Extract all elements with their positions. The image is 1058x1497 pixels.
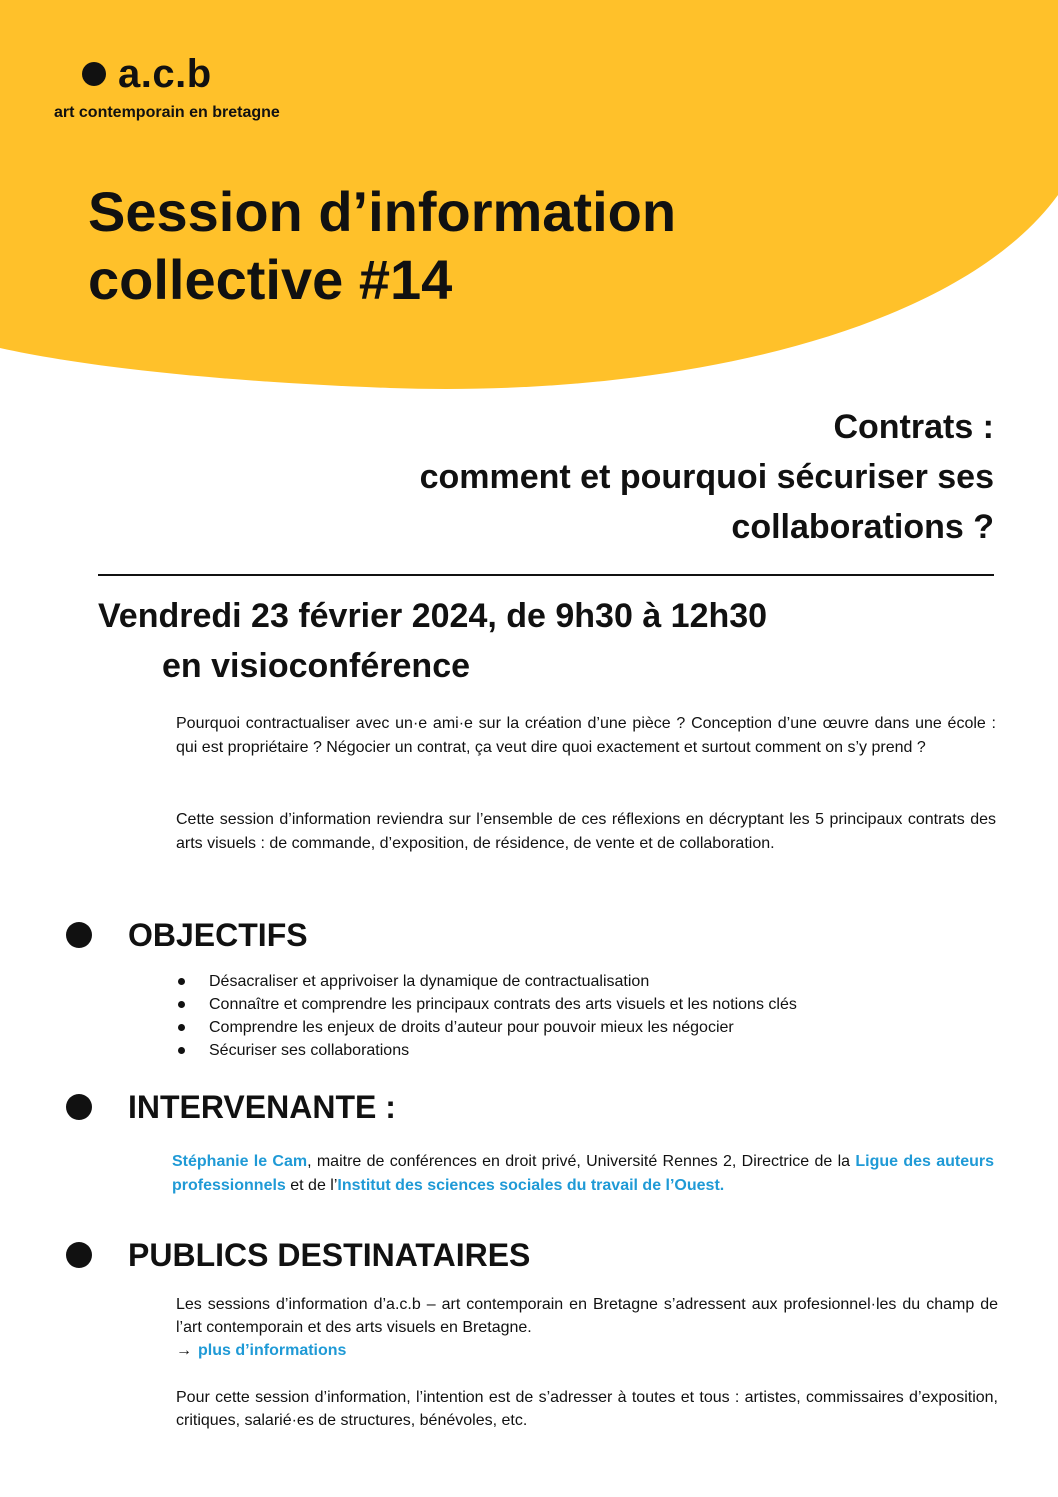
bullet-icon: [178, 1024, 185, 1031]
list-item: Comprendre les enjeux de droits d’auteur pour pouvoir mieux les négocier: [176, 1016, 976, 1039]
bullet-icon: [178, 978, 185, 985]
objectives-list: [176, 970, 976, 1062]
bullet-icon: [178, 1047, 185, 1054]
acb-logo[interactable]: [54, 52, 280, 122]
logo-tagline: art contemporain en bretagne: [54, 104, 280, 121]
event-place: en visioconférence: [162, 647, 471, 685]
logo-name: a.c.b: [118, 52, 212, 96]
speaker-bullet-icon: [66, 1094, 92, 1120]
subtitle-line-1: Contrats :: [833, 408, 994, 446]
speaker-heading: INTERVENANTE :: [128, 1089, 396, 1125]
publics-paragraph-1: Les sessions d’information d’a.c.b – art contemporain en Bretagne s’adressent aux profesionnel·les du champ de l’art contemporain et des arts visuels en Bretagne. → plus d’informations: [176, 1296, 998, 1359]
subtitle-line-2: comment et pourquoi sécuriser ses: [419, 458, 994, 496]
institut-link[interactable]: Institut des sciences sociales du travail de l’Ouest.: [337, 1177, 725, 1194]
publics-heading: PUBLICS DESTINATAIRES: [128, 1237, 531, 1273]
subtitle-line-3: collaborations ?: [731, 508, 994, 546]
divider: [98, 574, 994, 576]
page-subtitle: [234, 402, 994, 552]
speaker-description: Stéphanie le Cam, maitre de conférences en droit privé, Université Rennes 2, Directrice de la Ligue des auteurs professionnels et de l’Institut des sciences sociales du travail de l’Ouest.: [172, 1153, 995, 1194]
list-item: Connaître et comprendre les principaux contrats des arts visuels et les notions clés: [176, 993, 976, 1016]
publics-bullet-icon: [66, 1242, 92, 1268]
logo-dot-icon: [82, 62, 106, 86]
list-item: Sécuriser ses collaborations: [176, 1039, 976, 1062]
objectives-heading: OBJECTIFS: [128, 917, 308, 953]
intro-paragraph-1: Pourquoi contractualiser avec un·e ami·e sur la création d’une pièce ? Conception d’une œuvre dans une école : qui est propriétaire ? Négocier un contrat, ça veut dire quoi exactement et surtout comment on s’y prend ?: [176, 715, 996, 756]
title-line-2: collective #14: [88, 248, 453, 311]
title-line-1: Session d’information: [88, 180, 677, 243]
objectives-bullet-icon: [66, 922, 92, 948]
intro-paragraph-2: Cette session d’information reviendra sur l’ensemble de ces réflexions en décryptant les 5 principaux contrats des arts visuels : de commande, d’exposition, de résidence, de vente et de collaboration.: [176, 811, 996, 852]
speaker-name-link[interactable]: Stéphanie le Cam: [172, 1153, 308, 1170]
ligue-link[interactable]: Ligue des auteurs professionnels: [172, 1153, 995, 1194]
list-item: Désacraliser et apprivoiser la dynamique de contractualisation: [176, 970, 976, 993]
page-title: [88, 178, 676, 314]
arrow-right-icon: →: [176, 1342, 192, 1359]
publics-paragraph-2: Pour cette session d’information, l’intention est de s’adresser à toutes et tous : artistes, commissaires d’exposition, critiques, salarié·es de structures, bénévoles, etc.: [176, 1389, 998, 1429]
bullet-icon: [178, 1001, 185, 1008]
more-info-link[interactable]: plus d’informations: [198, 1342, 347, 1359]
event-date: Vendredi 23 février 2024, de 9h30 à 12h30: [98, 597, 768, 635]
